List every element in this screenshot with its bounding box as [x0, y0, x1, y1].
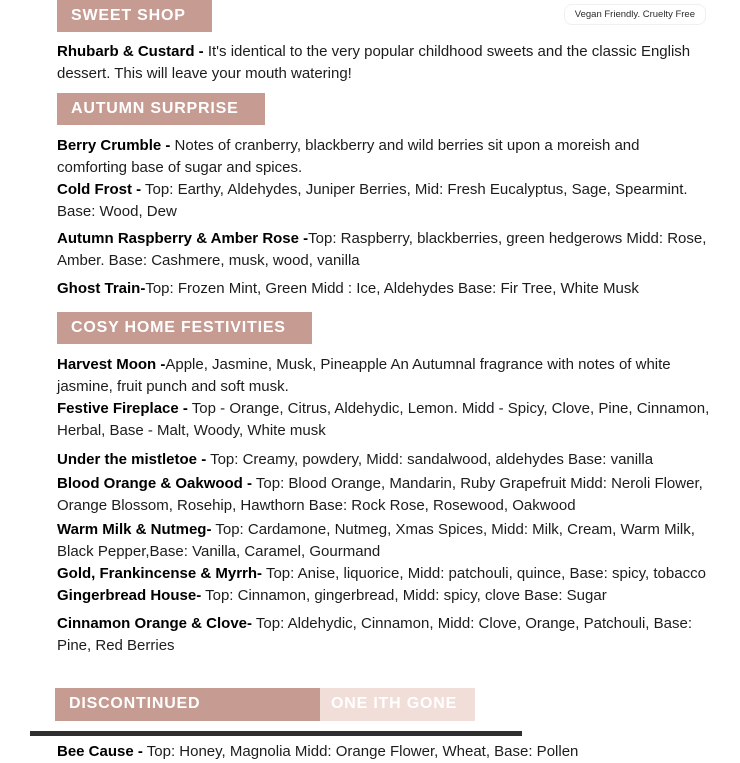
- fragrance-notes: Top: Aldehydic, Cinnamon, Midd: Clove, Orange, Patchouli, Base: Pine, Red Berries: [57, 615, 692, 654]
- fragrance-entry: [57, 741, 712, 763]
- fragrance-entry: [57, 613, 712, 657]
- fragrance-notes: Top: Cardamone, Nutmeg, Xmas Spices, Midd: Milk, Cream, Warm Milk, Black Pepper,Base: Vanilla, Caramel, Gourmand: [57, 521, 695, 560]
- fragrance-notes: Top: Cinnamon, gingerbread, Midd: spicy, clove Base: Sugar: [201, 587, 607, 604]
- fragrance-entry: [57, 398, 712, 442]
- fragrance-name: Cold Frost -: [57, 181, 142, 198]
- fragrance-name: Blood Orange & Oakwood -: [57, 475, 253, 492]
- fragrance-entry: [57, 473, 712, 517]
- fragrance-name: Ghost Train-: [57, 280, 146, 297]
- fragrance-entry: [57, 449, 712, 471]
- dark-strip: [30, 731, 522, 736]
- fragrance-notes: Top: Earthy, Aldehydes, Juniper Berries, Mid: Fresh Eucalyptus, Sage, Spearmint. Base: Wood, Dew: [57, 181, 688, 220]
- fragrance-name: Cinnamon Orange & Clove-: [57, 615, 253, 632]
- fragrance-entry: [57, 519, 712, 563]
- section-header-autumn-surprise: AUTUMN SURPRISE: [57, 93, 265, 125]
- section-header-wrap: [57, 312, 740, 344]
- fragrance-name: Autumn Raspberry & Amber Rose -: [57, 230, 309, 247]
- fragrance-notes: Top: Frozen Mint, Green Midd : Ice, Aldehydes Base: Fir Tree, White Musk: [145, 280, 639, 297]
- section-header-sweet-shop: SWEET SHOP: [57, 0, 212, 32]
- fragrance-name: Festive Fireplace -: [57, 400, 188, 417]
- fragrance-notes: Top: Honey, Magnolia Midd: Orange Flower, Wheat, Base: Pollen: [142, 743, 579, 760]
- fragrance-notes: It's identical to the very popular childhood sweets and the classic English dessert. This will leave your mouth watering!: [57, 43, 691, 82]
- fragrance-notes: Top - Orange, Citrus, Aldehydic, Lemon. Midd - Spicy, Clove, Pine, Cinnamon, Herbal, Base - Malt, Woody, White musk: [57, 400, 710, 439]
- discontinued-band: [55, 688, 475, 721]
- fragrance-entry: [57, 179, 712, 223]
- fragrance-notes: Top: Creamy, powdery, Midd: sandalwood, aldehydes Base: vanilla: [206, 451, 654, 468]
- fragrance-name: Gold, Frankincense & Myrrh-: [57, 565, 263, 582]
- fragrance-entry: [57, 585, 712, 607]
- fragrance-name: Bee Cause -: [57, 743, 143, 760]
- fragrance-notes: Apple, Jasmine, Musk, Pineapple An Autumnal fragrance with notes of white jasmine, fruit punch and soft musk.: [57, 356, 671, 395]
- fragrance-notes: Notes of cranberry, blackberry and wild berries sit upon a moreish and comforting base of sugar and spices.: [57, 137, 640, 176]
- fragrance-entry: [57, 354, 712, 398]
- fragrance-name: Under the mistletoe -: [57, 451, 207, 468]
- fragrance-entry: [57, 278, 712, 300]
- section-header-wrap: [57, 93, 740, 125]
- fragrance-name: Warm Milk & Nutmeg-: [57, 521, 212, 538]
- fragrance-entry: [57, 228, 712, 272]
- fragrance-name: Rhubarb & Custard -: [57, 43, 204, 60]
- section-header-discontinued: DISCONTINUED: [55, 688, 320, 721]
- section-header-cosy-home: COSY HOME FESTIVITIES: [57, 312, 312, 344]
- fragrance-notes: Top: Anise, liquorice, Midd: patchouli, quince, Base: spicy, tobacco: [262, 565, 706, 582]
- fragrance-entry: [57, 135, 712, 179]
- fragrance-entry: [57, 563, 712, 585]
- ghost-header-text: ONE ITH GONE: [331, 695, 458, 712]
- fragrance-name: Harvest Moon -: [57, 356, 166, 373]
- vegan-badge: Vegan Friendly. Cruelty Free: [564, 4, 706, 25]
- fragrance-notes: Top: Blood Orange, Mandarin, Ruby Grapefruit Midd: Neroli Flower, Orange Blossom, Rosehip, Hawthorn Base: Rock Rose, Rosewood, Oakwood: [57, 475, 703, 514]
- fragrance-name: Berry Crumble -: [57, 137, 171, 154]
- fragrance-entry: [57, 41, 712, 85]
- fragrance-name: Gingerbread House-: [57, 587, 202, 604]
- fragrance-notes: Top: Raspberry, blackberries, green hedgerows Midd: Rose, Amber. Base: Cashmere, musk, wood, vanilla: [57, 230, 707, 269]
